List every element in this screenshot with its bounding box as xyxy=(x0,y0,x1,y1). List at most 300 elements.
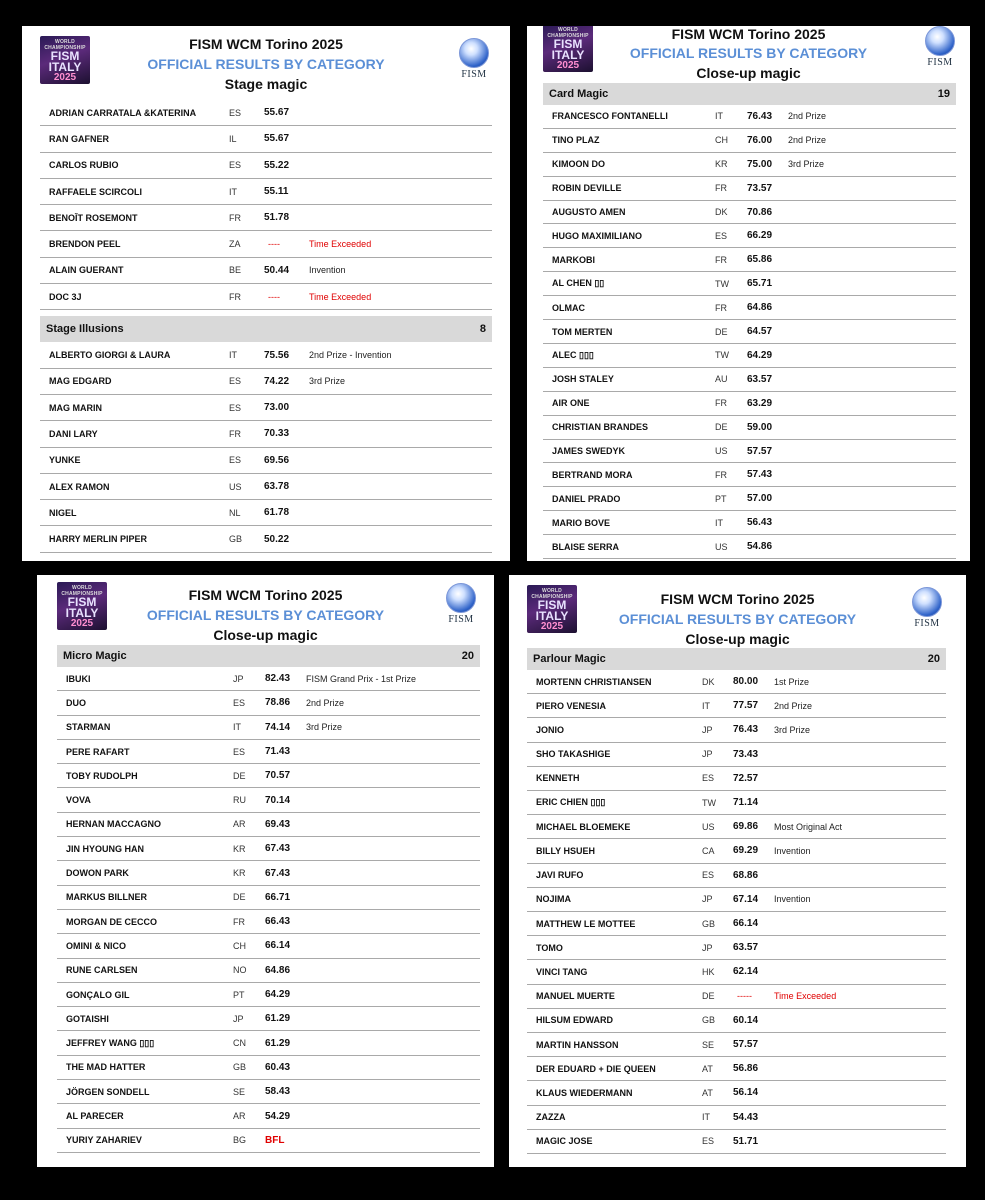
contestant-name: KENNETH xyxy=(536,773,580,784)
country-code: NL xyxy=(229,507,241,518)
section-heading: Close-up magic xyxy=(685,631,790,647)
country-code: CA xyxy=(702,845,715,856)
table-row xyxy=(527,864,946,888)
score: 69.86 xyxy=(733,821,759,833)
country-code: FR xyxy=(715,254,727,265)
country-code: IT xyxy=(715,111,723,122)
score: 70.86 xyxy=(747,206,773,218)
table-row xyxy=(527,718,946,742)
contestant-name: MARKOBI xyxy=(552,254,595,265)
score: 64.57 xyxy=(747,326,773,338)
table-row xyxy=(543,225,956,249)
table-row xyxy=(527,1081,946,1105)
table-row xyxy=(40,527,492,553)
contestant-name: RAFFAELE SCIRCOLI xyxy=(49,186,143,197)
score: 65.86 xyxy=(747,254,773,266)
score: 75.56 xyxy=(264,349,290,361)
table-row xyxy=(543,416,956,440)
contestant-name: SHO TAKASHIGE xyxy=(536,749,611,760)
table-row xyxy=(543,177,956,201)
country-code: ES xyxy=(229,402,242,413)
score: 55.67 xyxy=(264,107,290,119)
contestant-name: TOM MERTEN xyxy=(552,326,613,337)
contestant-name: JAVI RUFO xyxy=(536,870,584,881)
contestant-name: MICHAEL BLOEMEKE xyxy=(536,821,631,832)
country-code: ES xyxy=(229,107,242,118)
table-row xyxy=(543,368,956,392)
country-code: ES xyxy=(229,376,242,387)
contestant-name: DANI LARY xyxy=(49,428,98,439)
score: 67.43 xyxy=(265,843,291,855)
country-code: IT xyxy=(229,350,237,361)
score: 76.43 xyxy=(747,110,773,122)
score: 71.43 xyxy=(265,746,291,758)
country-code: US xyxy=(715,541,728,552)
logo-fism: FISM xyxy=(50,49,80,63)
score: 61.29 xyxy=(265,1037,291,1049)
country-code: FR xyxy=(229,212,241,223)
award-note: 3rd Prize xyxy=(306,722,343,733)
category-name: Stage Illusions xyxy=(46,323,124,336)
contestant-name: RAN GAFNER xyxy=(49,133,109,144)
score: 56.86 xyxy=(733,1063,759,1075)
logo-italy: ITALY xyxy=(65,606,99,620)
country-code: ES xyxy=(702,1136,715,1147)
table-row xyxy=(57,1007,480,1031)
score: 64.29 xyxy=(747,349,773,361)
table-row xyxy=(40,153,492,179)
table-row xyxy=(543,344,956,368)
award-note: 2nd Prize xyxy=(306,697,345,708)
award-note: Invention xyxy=(774,894,811,905)
country-code: RU xyxy=(233,795,246,806)
table-row xyxy=(543,248,956,272)
contestant-name: KLAUS WIEDERMANN xyxy=(536,1087,633,1098)
contestant-name: ALAIN GUERANT xyxy=(49,265,124,276)
country-code: IT xyxy=(715,517,723,528)
table-row xyxy=(40,500,492,526)
score: 51.71 xyxy=(733,1135,759,1147)
score: 78.86 xyxy=(265,697,291,709)
fism-badge-label: FISM xyxy=(461,69,487,80)
table-row xyxy=(527,1130,946,1154)
contestant-name: MAGIC JOSE xyxy=(536,1136,593,1147)
country-code: SE xyxy=(702,1039,715,1050)
contestant-name: BRENDON PEEL xyxy=(49,239,121,250)
contestant-name: THE MAD HATTER xyxy=(66,1062,146,1073)
table-row xyxy=(527,1057,946,1081)
country-code: DE xyxy=(233,770,246,781)
score: 61.78 xyxy=(264,507,290,519)
table-row xyxy=(57,886,480,910)
score: 51.78 xyxy=(264,212,290,224)
score: 69.29 xyxy=(733,845,759,857)
score: 71.14 xyxy=(733,797,759,809)
award-note: Time Exceeded xyxy=(309,291,372,302)
country-code: FR xyxy=(715,302,727,313)
score: ---- xyxy=(268,291,280,302)
country-code: US xyxy=(229,481,242,492)
table-row xyxy=(40,126,492,152)
score: 55.67 xyxy=(264,133,290,145)
country-code: AR xyxy=(233,819,246,830)
section-heading: Close-up magic xyxy=(213,627,318,643)
contestant-name: DOC 3J xyxy=(49,291,82,302)
country-code: US xyxy=(715,446,728,457)
contestant-name: BERTRAND MORA xyxy=(552,469,633,480)
table-row xyxy=(527,670,946,694)
contestant-name: MORGAN DE CECCO xyxy=(66,916,158,927)
page-title: FISM WCM Torino 2025 xyxy=(660,591,815,607)
score: 80.00 xyxy=(733,676,759,688)
score: 74.14 xyxy=(265,721,291,733)
country-code: BG xyxy=(233,1135,247,1146)
contestant-name: ADRIAN CARRATALA &KATERINA xyxy=(49,107,197,118)
country-code: FR xyxy=(233,916,245,927)
contestant-name: JIN HYOUNG HAN xyxy=(66,843,145,854)
contestant-name: VOVA xyxy=(66,795,91,806)
category-header xyxy=(40,316,492,342)
score: 55.11 xyxy=(264,186,289,198)
category-count: 8 xyxy=(479,323,486,336)
country-code: AT xyxy=(702,1087,713,1098)
country-code: PT xyxy=(715,493,727,504)
contestant-name: JÖRGEN SONDELL xyxy=(66,1086,150,1097)
score: 72.57 xyxy=(733,772,759,784)
score: 66.14 xyxy=(265,940,291,952)
score: 66.29 xyxy=(747,230,773,242)
category-name: Micro Magic xyxy=(63,650,127,662)
country-code: AR xyxy=(233,1111,246,1122)
country-code: KR xyxy=(233,868,246,879)
table-row xyxy=(57,813,480,837)
table-row xyxy=(40,342,492,368)
award-note: 2nd Prize - Invention xyxy=(309,350,392,361)
country-code: AT xyxy=(702,1063,713,1074)
country-code: US xyxy=(702,821,715,832)
country-code: CH xyxy=(715,135,728,146)
contestant-name: MARKUS BILLNER xyxy=(66,892,147,903)
score: 60.43 xyxy=(265,1061,291,1073)
country-code: KR xyxy=(715,159,728,170)
country-code: ES xyxy=(229,160,242,171)
contestant-name: AUGUSTO AMEN xyxy=(552,207,626,218)
score: 66.71 xyxy=(265,891,291,903)
contestant-name: DER EDUARD + DIE QUEEN xyxy=(536,1063,656,1074)
logo-tagline: WORLD CHAMPIONSHIP xyxy=(531,588,573,600)
score: 70.33 xyxy=(264,428,290,440)
fism-badge-label: FISM xyxy=(927,57,953,68)
table-row xyxy=(527,815,946,839)
section-heading: Stage magic xyxy=(224,76,308,92)
contestant-name: MAG MARIN xyxy=(49,402,102,413)
score: 56.43 xyxy=(747,517,773,529)
score: 62.14 xyxy=(733,966,759,978)
table-row xyxy=(57,983,480,1007)
contestant-name: TOMO xyxy=(536,942,563,953)
logo-tagline: WORLD CHAMPIONSHIP xyxy=(61,585,103,597)
country-code: DK xyxy=(715,207,728,218)
contestant-name: ZAZZA xyxy=(536,1112,566,1123)
table-row xyxy=(543,153,956,177)
score: ----- xyxy=(737,991,752,1002)
page-subtitle: OFFICIAL RESULTS BY CATEGORY xyxy=(146,607,385,623)
score: 75.00 xyxy=(747,158,773,170)
table-row xyxy=(40,232,492,258)
country-code: TW xyxy=(702,797,716,808)
country-code: GB xyxy=(702,1015,716,1026)
country-code: IT xyxy=(702,1112,710,1123)
score: 76.43 xyxy=(733,724,759,736)
score: 57.57 xyxy=(747,445,773,457)
contestant-name: TOBY RUDOLPH xyxy=(66,770,138,781)
score: 63.78 xyxy=(264,481,290,493)
country-code: IT xyxy=(229,186,237,197)
country-code: JP xyxy=(702,942,713,953)
table-row xyxy=(527,936,946,960)
country-code: FR xyxy=(229,291,241,302)
score: 63.29 xyxy=(747,397,773,409)
table-row xyxy=(527,960,946,984)
table-row xyxy=(57,959,480,983)
table-row xyxy=(40,205,492,231)
contestant-name: ALEX RAMON xyxy=(49,481,110,492)
logo-tagline: WORLD CHAMPIONSHIP xyxy=(547,27,589,39)
category-count: 20 xyxy=(927,653,940,665)
country-code: TW xyxy=(715,278,729,289)
score: 54.43 xyxy=(733,1111,759,1123)
category-name: Card Magic xyxy=(549,88,609,100)
score: 77.57 xyxy=(733,700,759,712)
score: 73.57 xyxy=(747,182,773,194)
country-code: DE xyxy=(715,326,728,337)
score: 57.43 xyxy=(747,469,773,481)
score: ---- xyxy=(268,239,280,250)
contestant-name: CHRISTIAN BRANDES xyxy=(552,422,649,433)
page-title: FISM WCM Torino 2025 xyxy=(188,587,343,603)
country-code: GB xyxy=(233,1062,247,1073)
contestant-name: OMINI & NICO xyxy=(66,940,126,951)
contestant-name: JOSH STALEY xyxy=(552,374,614,385)
table-row xyxy=(57,691,480,715)
country-code: PT xyxy=(233,989,245,1000)
country-code: BE xyxy=(229,265,242,276)
contestant-name: STARMAN xyxy=(66,722,111,733)
contestant-name: YUNKE xyxy=(49,455,81,466)
score: 66.43 xyxy=(265,916,291,928)
score: 57.00 xyxy=(747,493,773,505)
country-code: ES xyxy=(233,746,246,757)
page-subtitle: OFFICIAL RESULTS BY CATEGORY xyxy=(147,56,385,72)
award-note: Time Exceeded xyxy=(774,991,837,1002)
contestant-name: BILLY HSUEH xyxy=(536,845,596,856)
contestant-name: PIERO VENESIA xyxy=(536,700,607,711)
category-count: 19 xyxy=(937,88,950,100)
score: 56.14 xyxy=(733,1087,759,1099)
logo-italy: ITALY xyxy=(48,60,82,74)
score: 67.14 xyxy=(733,893,759,905)
country-code: ES xyxy=(233,697,246,708)
category-header xyxy=(527,648,946,670)
country-code: JP xyxy=(702,724,713,735)
country-code: ES xyxy=(715,230,728,241)
table-row xyxy=(543,487,956,511)
contestant-name: JONIO xyxy=(536,724,565,735)
score: 69.56 xyxy=(264,454,290,466)
score: 54.86 xyxy=(747,541,773,553)
table-row xyxy=(57,861,480,885)
logo-tagline: WORLD CHAMPIONSHIP xyxy=(44,39,86,51)
country-code: FR xyxy=(715,183,727,194)
table-row xyxy=(527,985,946,1009)
contestant-name: GONÇALO GIL xyxy=(66,989,130,1000)
contestant-name: FRANCESCO FONTANELLI xyxy=(552,111,668,122)
table-row xyxy=(57,764,480,788)
logo-year: 2025 xyxy=(540,621,564,632)
contestant-name: NOJIMA xyxy=(536,894,572,905)
contestant-name: ERIC CHIEN ▯▯▯ xyxy=(536,797,606,808)
logo-year: 2025 xyxy=(70,618,94,629)
award-note: Invention xyxy=(774,845,811,856)
score: 50.22 xyxy=(264,533,290,545)
contestant-name: ROBIN DEVILLE xyxy=(552,183,622,194)
category-header xyxy=(57,645,480,667)
award-note: 3rd Prize xyxy=(309,376,346,387)
contestant-name: HILSUM EDWARD xyxy=(536,1015,613,1026)
table-row xyxy=(57,1080,480,1104)
contestant-name: KIMOON DO xyxy=(552,159,605,170)
category-count: 20 xyxy=(461,650,474,662)
country-code: SE xyxy=(233,1086,246,1097)
results-panel xyxy=(527,26,970,561)
country-code: JP xyxy=(702,894,713,905)
table-row xyxy=(527,791,946,815)
contestant-name: MORTENN CHRISTIANSEN xyxy=(536,676,652,687)
score: 64.86 xyxy=(265,964,291,976)
contestant-name: HARRY MERLIN PIPER xyxy=(49,534,148,545)
score: 60.14 xyxy=(733,1014,759,1026)
contestant-name: VINCI TANG xyxy=(536,966,588,977)
score: 57.57 xyxy=(733,1039,759,1051)
score: 50.44 xyxy=(264,264,290,276)
page-title: FISM WCM Torino 2025 xyxy=(189,36,343,52)
contestant-name: MAG EDGARD xyxy=(49,376,112,387)
contestant-name: AL CHEN ▯▯ xyxy=(552,278,605,289)
table-row xyxy=(543,105,956,129)
country-code: IT xyxy=(702,700,710,711)
score: 55.22 xyxy=(264,159,290,171)
table-row xyxy=(527,1009,946,1033)
country-code: GB xyxy=(702,918,716,929)
page-subtitle: OFFICIAL RESULTS BY CATEGORY xyxy=(629,45,868,61)
contestant-name: ALEC ▯▯▯ xyxy=(552,349,594,360)
page-subtitle: OFFICIAL RESULTS BY CATEGORY xyxy=(618,611,857,627)
award-note: Time Exceeded xyxy=(309,239,372,250)
contestant-name: IBUKI xyxy=(66,673,91,684)
score: 67.43 xyxy=(265,867,291,879)
table-row xyxy=(57,934,480,958)
score: 69.43 xyxy=(265,818,291,830)
score: 68.86 xyxy=(733,869,759,881)
table-row xyxy=(57,740,480,764)
table-row xyxy=(40,284,492,310)
contestant-name: JAMES SWEDYK xyxy=(552,446,626,457)
award-note: Invention xyxy=(309,265,346,276)
table-row xyxy=(543,129,956,153)
contestant-name: BLAISE SERRA xyxy=(552,541,620,552)
country-code: FR xyxy=(715,469,727,480)
contestant-name: JEFFREY WANG ▯▯▯ xyxy=(66,1037,155,1048)
logo-fism: FISM xyxy=(67,595,97,609)
award-note: 2nd Prize xyxy=(788,111,827,122)
table-row xyxy=(40,369,492,395)
logo-italy: ITALY xyxy=(535,609,569,623)
table-row xyxy=(527,694,946,718)
table-row xyxy=(40,448,492,474)
award-note: FISM Grand Prix - 1st Prize xyxy=(306,673,417,684)
table-row xyxy=(57,1104,480,1128)
country-code: GB xyxy=(229,534,243,545)
table-row xyxy=(57,1056,480,1080)
table-row xyxy=(543,272,956,296)
contestant-name: MARIO BOVE xyxy=(552,517,611,528)
country-code: FR xyxy=(715,398,727,409)
country-code: AU xyxy=(715,374,728,385)
contestant-name: CARLOS RUBIO xyxy=(49,160,119,171)
country-code: DE xyxy=(233,892,246,903)
score: 70.14 xyxy=(265,794,291,806)
country-code: DE xyxy=(702,991,715,1002)
contestant-name: HUGO MAXIMILIANO xyxy=(552,230,642,241)
contestant-name: HERNAN MACCAGNO xyxy=(66,819,161,830)
fism-badge-label: FISM xyxy=(914,618,940,629)
award-note: 1st Prize xyxy=(774,676,810,687)
score: 74.22 xyxy=(264,375,290,387)
contestant-name: OLMAC xyxy=(552,302,585,313)
score: 73.00 xyxy=(264,402,290,414)
contestant-name: PERE RAFART xyxy=(66,746,130,757)
table-row xyxy=(527,743,946,767)
logo-italy: ITALY xyxy=(551,48,585,62)
table-row xyxy=(527,767,946,791)
table-row xyxy=(527,912,946,936)
logo-year: 2025 xyxy=(556,60,580,71)
table-row xyxy=(40,474,492,500)
table-row xyxy=(57,789,480,813)
country-code: IT xyxy=(233,722,241,733)
country-code: ZA xyxy=(229,239,241,250)
table-row xyxy=(527,1033,946,1057)
score: 63.57 xyxy=(747,373,773,385)
contestant-name: AIR ONE xyxy=(552,398,590,409)
country-code: JP xyxy=(702,749,713,760)
logo-year: 2025 xyxy=(53,72,77,83)
country-code: ES xyxy=(702,773,715,784)
contestant-name: ALBERTO GIORGI & LAURA xyxy=(49,350,171,361)
score: 76.00 xyxy=(747,134,773,146)
contestant-name: MARTIN HANSSON xyxy=(536,1039,619,1050)
contestant-name: NIGEL xyxy=(49,507,77,518)
section-heading: Close-up magic xyxy=(696,65,801,81)
country-code: CN xyxy=(233,1038,246,1049)
fism-badge-label: FISM xyxy=(448,614,474,625)
country-code: JP xyxy=(233,1013,244,1024)
page-title: FISM WCM Torino 2025 xyxy=(671,26,826,42)
score: 73.43 xyxy=(733,748,759,760)
score: 54.29 xyxy=(265,1110,291,1122)
score: 64.86 xyxy=(747,302,773,314)
table-row xyxy=(57,1032,480,1056)
